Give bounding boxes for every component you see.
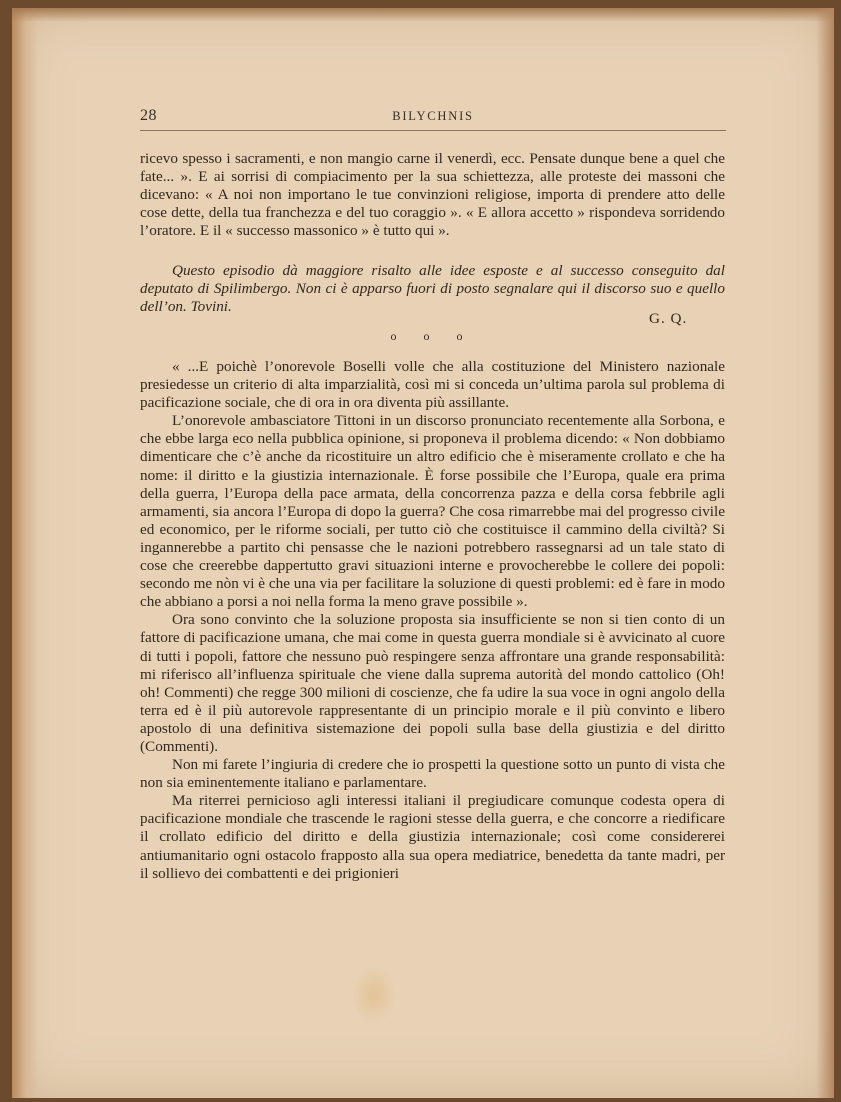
page-right-edge-shadow [816, 8, 834, 1098]
speech-quote-block [140, 358, 725, 883]
continued-paragraph-block [140, 150, 725, 240]
page-left-edge-shadow [12, 8, 38, 1098]
running-title: BILYCHNIS [392, 109, 474, 123]
signature: G. Q. [649, 310, 688, 327]
editorial-note-block [140, 262, 725, 316]
speech-paragraph-1: « ...E poichè l’onorevole Boselli volle che alla costituzione del Ministero nazionale presiedesse un criterio di alta imparzialità, così mi si conceda un’ultima parola sul problema di pacificazione sociale, che di ora in ora diventa più assillante. [140, 358, 725, 412]
header-rule [140, 130, 726, 131]
editorial-note: Questo episodio dà maggiore risalto alle idee esposte e al successo conseguito dal deputato di Spilimbergo. Non ci è apparso fuori di posto segnalare qui il discorso suo e quello dell’on. Tovini. [140, 262, 725, 316]
speech-paragraph-5: Ma riterrei pernicioso agli interessi italiani il pregiudicare comunque codesta opera di pacificazione mondiale che trascende le ragioni stesse della guerra, e che concorre a riedificare il crollato edificio del diritto e della giustizia internazionale; così come considererei antiumanitario ogni ostacolo frapposto alla sua opera mediatrice, benedetta da tante madri, per il sollievo dei combattenti e dei prigionieri [140, 792, 725, 882]
speech-paragraph-4: Non mi farete l’ingiuria di credere che io prospetti la questione sotto un punto di vista che non sia eminentemente italiano e parlamentare. [140, 756, 725, 792]
page-top-edge-shadow [12, 8, 834, 22]
running-header [140, 107, 726, 131]
paper-stain [352, 966, 396, 1024]
section-separator: o o o [390, 329, 475, 343]
speech-paragraph-3: Ora sono convinto che la soluzione proposta sia insufficiente se non si tien conto di un fattore di pacificazione umana, che mai come in questa guerra mondiale si è avvicinato al cuore di tutti i popoli, fattore che nessuno può respingere senza affrontare una grande responsabilità: mi riferisco all’influenza spirituale che viene dalla suprema autorità del mondo cattolico (Oh! oh! Commenti) che regge 300 milioni di coscienze, che fa udire la sua voce in ogni angolo della terra ed è il più autorevole rappresentante di un principio morale e il più convinto e libero apostolo di una definitiva sistemazione dei popoli sulla base della giustizia e del diritto (Commenti). [140, 611, 725, 755]
page-number: 28 [140, 107, 157, 124]
speech-paragraph-2: L’onorevole ambasciatore Tittoni in un discorso pronunciato recentemente alla Sorbona, e che ebbe larga eco nella pubblica opinione, si proponeva il problema dicendo: « Non dobbiamo dimenticare che c’è anche da ricostituire un altro edificio che è miseramente crollato e che ha nome: il diritto e la giustizia internazionale. È forse possibile che l’Europa, quale era prima della guerra, l’Europa della pace armata, della concorrenza pazza e della corsa febbrile agli armamenti, sia ancora l’Europa di dopo la guerra? Che cosa rimarrebbe mai del progresso civile ed economico, per le riforme sociali, per tutto ciò che costituisce il cammino della civiltà? Si ingannerebbe a partito chi pensasse che le nazioni potrebbero rassegnarsi ad un tale stato di cose che creerebbe dappertutto gravi situazioni interne e provocherebbe le collere dei popoli: secondo me nòn vi è che una via per facilitare la soluzione di questi problemi: ed è fare in modo che abbiano a porsi a noi nella forma la meno grave possibile ». [140, 412, 725, 611]
continued-paragraph: ricevo spesso i sacramenti, e non mangio carne il venerdì, ecc. Pensate dunque bene a quel che fate... ». E ai sorrisi di compiacimento per la sua schiettezza, alle proteste dei massoni che dicevano: « A noi non importano le tue convinzioni religiose, importa di prendere atto delle cose dette, della tua franchezza e del tuo coraggio ». « E allora accetto » rispondeva sorridendo l’oratore. E il « successo massonico » è tutto qui ». [140, 150, 725, 240]
